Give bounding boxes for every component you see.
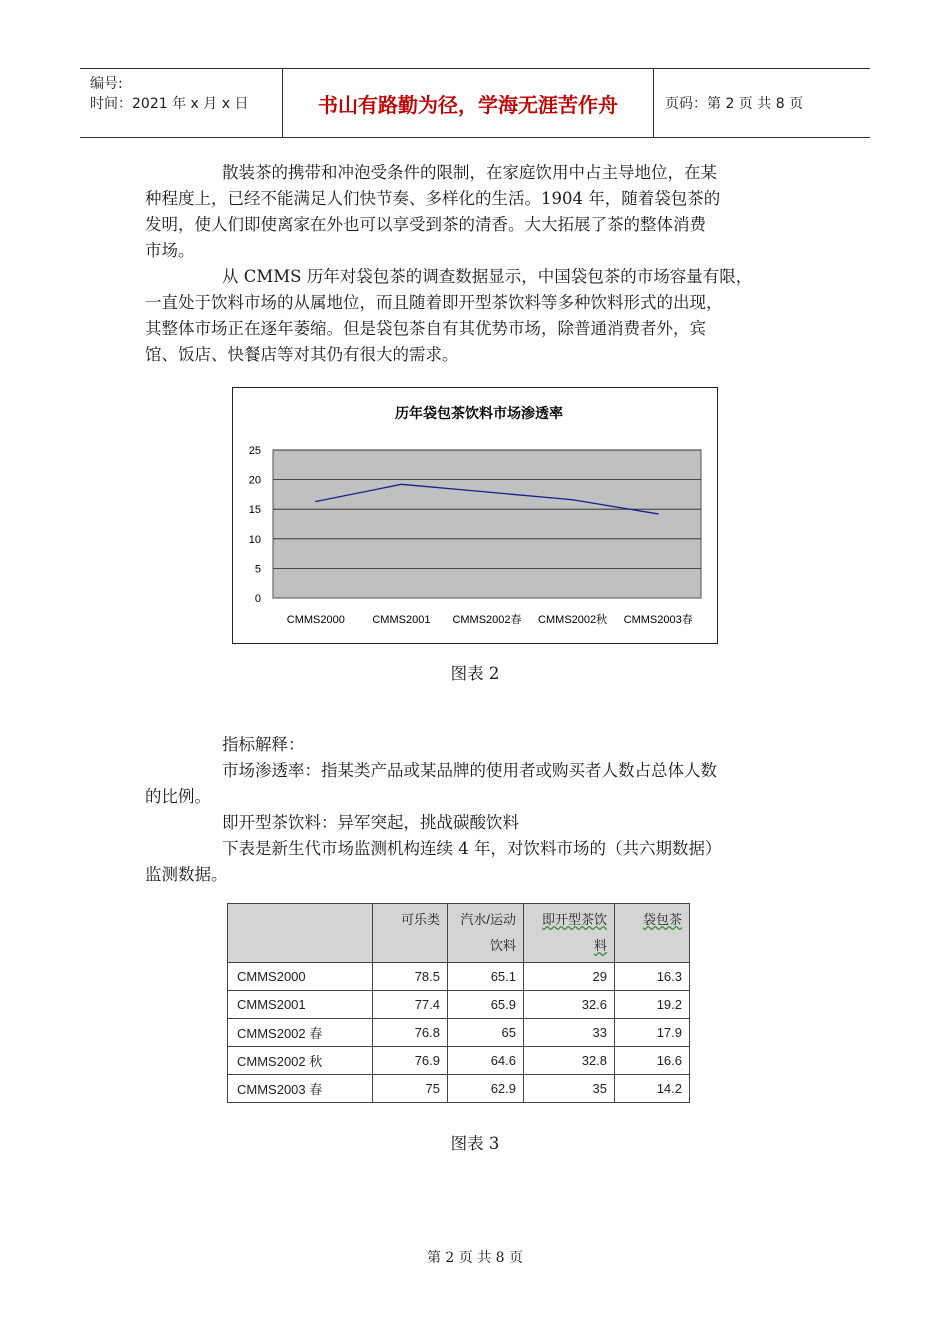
table-cell: 75 (373, 1075, 448, 1103)
y-tick-label: 5 (254, 563, 261, 576)
chart-caption: 图表 2 (450, 664, 500, 683)
indicator-line: 的比例。 (145, 787, 211, 806)
table-cell: 14.2 (615, 1075, 690, 1103)
table-cell: 33 (524, 1019, 615, 1047)
instant-tea-heading: 即开型茶饮料：异军突起，挑战碳酸饮料 (222, 813, 519, 832)
table-header-cell (228, 904, 373, 963)
table-cell: CMMS2003 春 (228, 1075, 373, 1103)
table-cell: CMMS2002 春 (228, 1019, 373, 1047)
para1-line: 发明，使人们即使离家在外也可以享受到茶的清香。大大拓展了茶的整体消费 (145, 215, 706, 234)
para1-line: 散装茶的携带和冲泡受条件的限制，在家庭饮用中占主导地位，在某 (222, 163, 717, 182)
table-cell: 62.9 (448, 1075, 524, 1103)
table-cell: 35 (524, 1075, 615, 1103)
y-tick-label: 25 (248, 445, 261, 457)
penetration-chart (232, 387, 718, 644)
y-tick-label: 15 (248, 504, 261, 517)
para2-line: 馆、饭店、快餐店等对其仍有很大的需求。 (145, 345, 459, 364)
table-row (228, 991, 690, 1019)
table-cell: 19.2 (615, 991, 690, 1019)
x-tick-label: CMMS2001 (372, 614, 431, 626)
para1-line: 市场。 (145, 241, 195, 260)
indicator-title: 指标解释： (222, 735, 305, 754)
table-caption: 图表 3 (450, 1134, 500, 1153)
table-row (228, 963, 690, 991)
x-tick-label: CMMS2002春 (452, 614, 522, 626)
doc-number-label: 编号: (90, 76, 123, 92)
table-header-row (228, 904, 690, 963)
y-tick-label: 0 (254, 593, 261, 605)
para1-line: 种程度上，已经不能满足人们快节奏、多样化的生活。1904 年，随着袋包茶的 (145, 189, 721, 208)
data-point (658, 513, 659, 514)
table-row (228, 1019, 690, 1047)
table-header-cell: 汽水/运动饮料 (448, 904, 524, 963)
chart-title: 历年袋包茶饮料市场渗透率 (395, 406, 563, 422)
table-cell: 29 (524, 963, 615, 991)
data-point (315, 501, 316, 502)
table-cell: 65.1 (448, 963, 524, 991)
header-meta (80, 69, 282, 137)
data-point (486, 491, 487, 492)
x-tick-label: CMMS2002秋 (538, 614, 608, 626)
table-cell: CMMS2000 (228, 963, 373, 991)
table-cell: 76.9 (373, 1047, 448, 1075)
doc-time-label: 时间：2021 年 x 月 x 日 (90, 96, 249, 112)
table-cell: 65.9 (448, 991, 524, 1019)
data-point (401, 484, 402, 485)
header-motto: 书山有路勤为径，学海无涯苦作舟 (282, 69, 654, 137)
header-page-label: 页码：第 2 页 共 8 页 (665, 96, 804, 112)
beverage-data-table (227, 903, 690, 1103)
table-cell: 77.4 (373, 991, 448, 1019)
table-cell: 17.9 (615, 1019, 690, 1047)
table-cell: 16.6 (615, 1047, 690, 1075)
table-row (228, 1047, 690, 1075)
table-cell: CMMS2001 (228, 991, 373, 1019)
table-row (228, 1075, 690, 1103)
x-tick-label: CMMS2003春 (623, 614, 693, 626)
table-cell: 32.6 (524, 991, 615, 1019)
y-tick-label: 10 (248, 533, 261, 546)
table-cell: 76.8 (373, 1019, 448, 1047)
table-cell: 65 (448, 1019, 524, 1047)
data-point (572, 499, 573, 500)
para2-line: 其整体市场正在逐年萎缩。但是袋包茶自有其优势市场，除普通消费者外，宾 (145, 319, 706, 338)
table-intro-line: 下表是新生代市场监测机构连续 4 年，对饮料市场的（共六期数据） (222, 839, 722, 858)
table-header-cell: 袋包茶 (615, 904, 690, 963)
table-cell: 64.6 (448, 1047, 524, 1075)
table-cell: 32.8 (524, 1047, 615, 1075)
x-tick-label: CMMS2000 (286, 614, 345, 626)
table-header-cell: 可乐类 (373, 904, 448, 963)
para2-line: 从 CMMS 历年对袋包茶的调查数据显示，中国袋包茶的市场容量有限， (222, 267, 753, 286)
table-header-cell: 即开型茶饮料 (524, 904, 615, 963)
table-cell: CMMS2002 秋 (228, 1047, 373, 1075)
chart-svg (233, 388, 717, 643)
indicator-line: 市场渗透率：指某类产品或某品牌的使用者或购买者人数占总体人数 (222, 761, 717, 780)
table-intro-line: 监测数据。 (145, 865, 228, 884)
table-cell: 78.5 (373, 963, 448, 991)
page-footer: 第 2 页 共 8 页 (426, 1250, 524, 1266)
para2-line: 一直处于饮料市场的从属地位，而且随着即开型茶饮料等多种饮料形式的出现， (145, 293, 723, 312)
plot-area (273, 450, 701, 598)
table-cell: 16.3 (615, 963, 690, 991)
y-tick-label: 20 (248, 474, 261, 487)
page-header (80, 68, 870, 138)
